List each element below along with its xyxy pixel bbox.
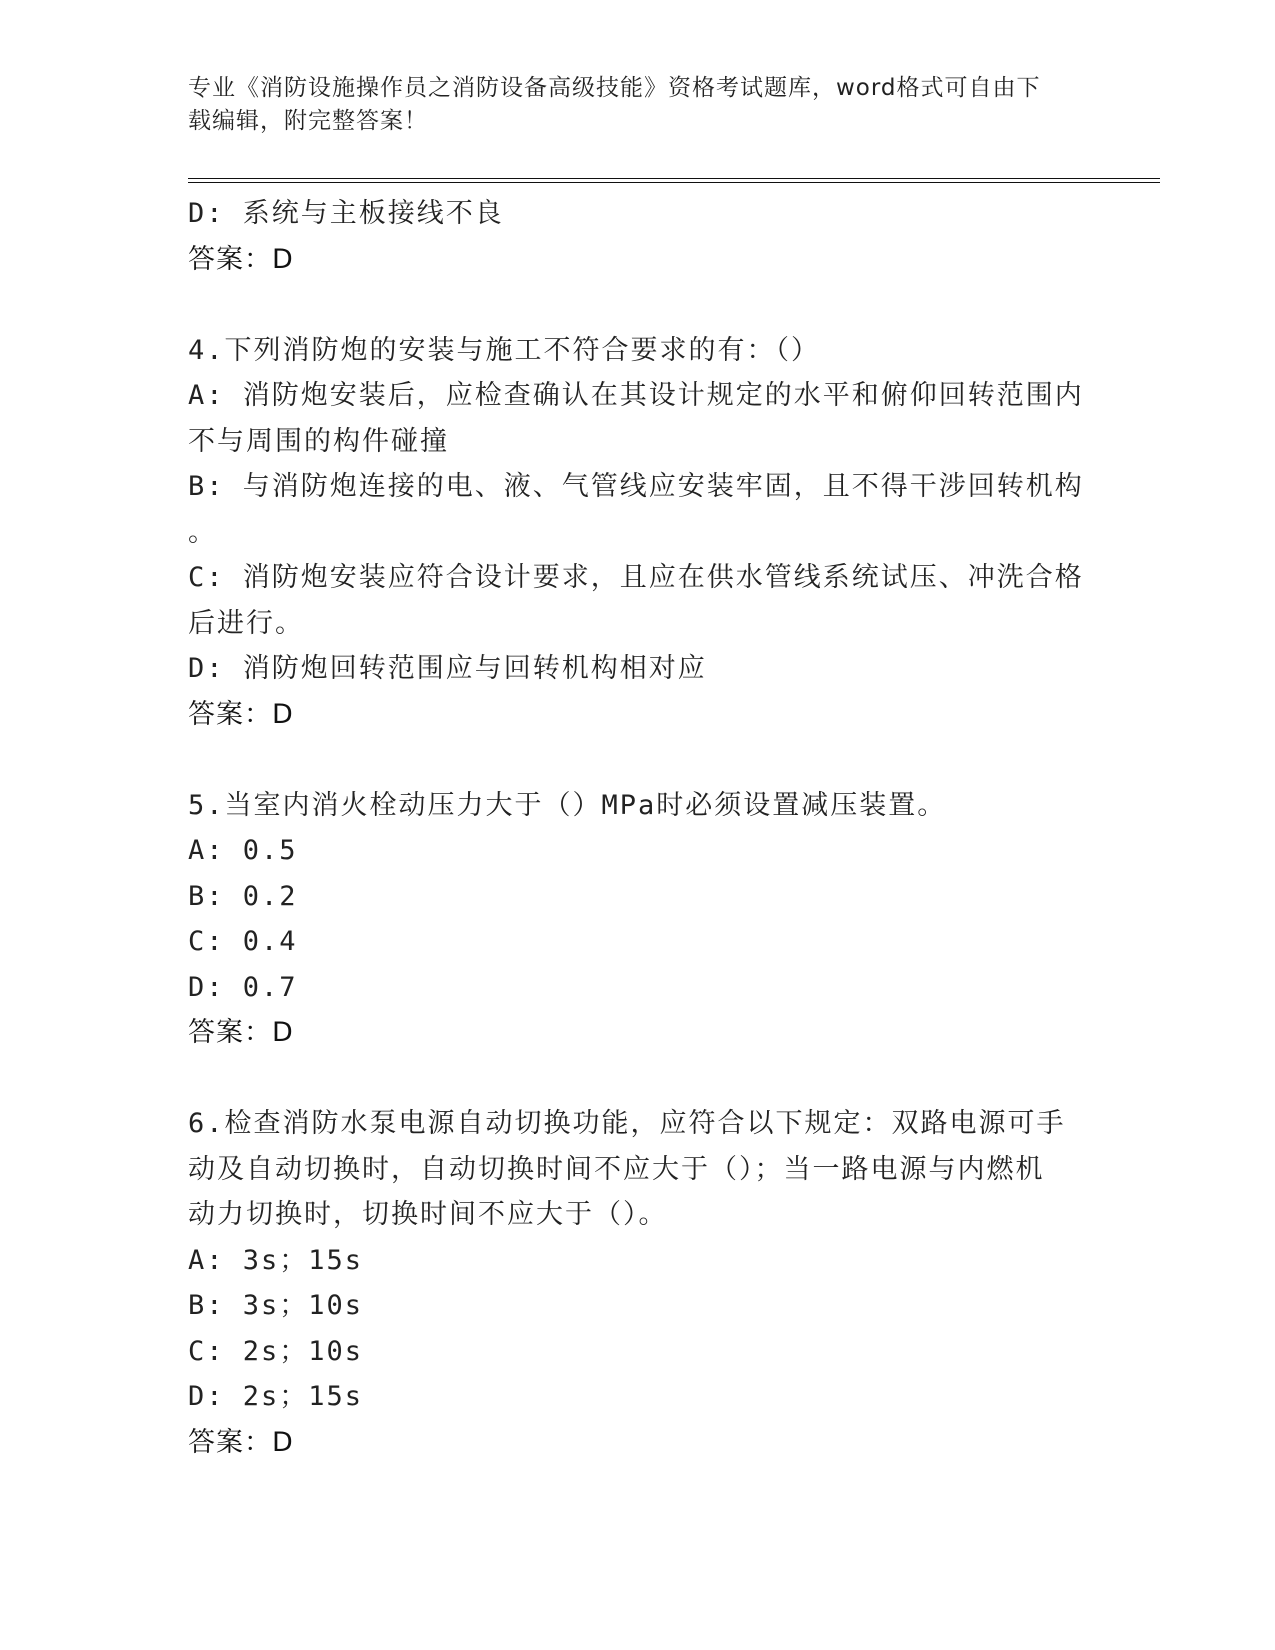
option-d: D: 消防炮回转范围应与回转机构相对应 [188, 653, 707, 684]
document-header [188, 72, 1088, 138]
answer-label: 答案：D [188, 698, 294, 730]
option-b: B: 与消防炮连接的电、液、气管线应安装牢固，且不得干涉回转机构 [188, 471, 1084, 502]
question-list [188, 191, 1088, 1465]
question-block-6 [188, 1101, 1088, 1465]
option-d: D: 0.7 [188, 971, 298, 1003]
option-c-continued: 后进行。 [188, 607, 304, 639]
answer-label: 答案：D [188, 243, 294, 275]
answer-label: 答案：D [188, 1426, 294, 1458]
question-block-4 [188, 328, 1088, 738]
option-d: D: 2s；15s [188, 1381, 364, 1412]
option-a: A: 3s；15s [188, 1244, 364, 1276]
header-line-2: 载编辑，附完整答案！ [188, 108, 428, 134]
option-a: A: 0.5 [188, 835, 298, 866]
option-c: C: 0.4 [188, 926, 298, 957]
question-block-5 [188, 783, 1088, 1056]
option-b-continued: 。 [188, 516, 217, 548]
option-a: A: 消防炮安装后，应检查确认在其设计规定的水平和俯仰回转范围内 [188, 380, 1084, 411]
question-stem: 5.当室内消火栓动压力大于（）MPa时必须设置减压装置。 [188, 789, 947, 821]
option-b: B: 0.2 [188, 880, 298, 912]
question-stem-continued: 动及自动切换时，自动切换时间不应大于（）；当一路电源与内燃机 [188, 1153, 1045, 1185]
option-d: D: 系统与主板接线不良 [188, 198, 504, 229]
question-stem: 6.检查消防水泵电源自动切换功能，应符合以下规定：双路电源可手 [188, 1108, 1066, 1139]
question-block-3 [188, 191, 1088, 282]
answer-label: 答案：D [188, 1017, 294, 1048]
header-line-1: 专业《消防设施操作员之消防设备高级技能》资格考试题库，word格式可自由下 [188, 75, 1041, 101]
question-stem-continued: 动力切换时，切换时间不应大于（）。 [188, 1199, 668, 1230]
option-c: C: 2s；10s [188, 1335, 364, 1367]
option-a-continued: 不与周围的构件碰撞 [188, 425, 449, 457]
header-divider [188, 178, 1160, 183]
question-stem: 4.下列消防炮的安装与施工不符合要求的有：（） [188, 334, 821, 366]
option-b: B: 3s；10s [188, 1290, 364, 1321]
option-c: C: 消防炮安装应符合设计要求，且应在供水管线系统试压、冲洗合格 [188, 562, 1084, 593]
